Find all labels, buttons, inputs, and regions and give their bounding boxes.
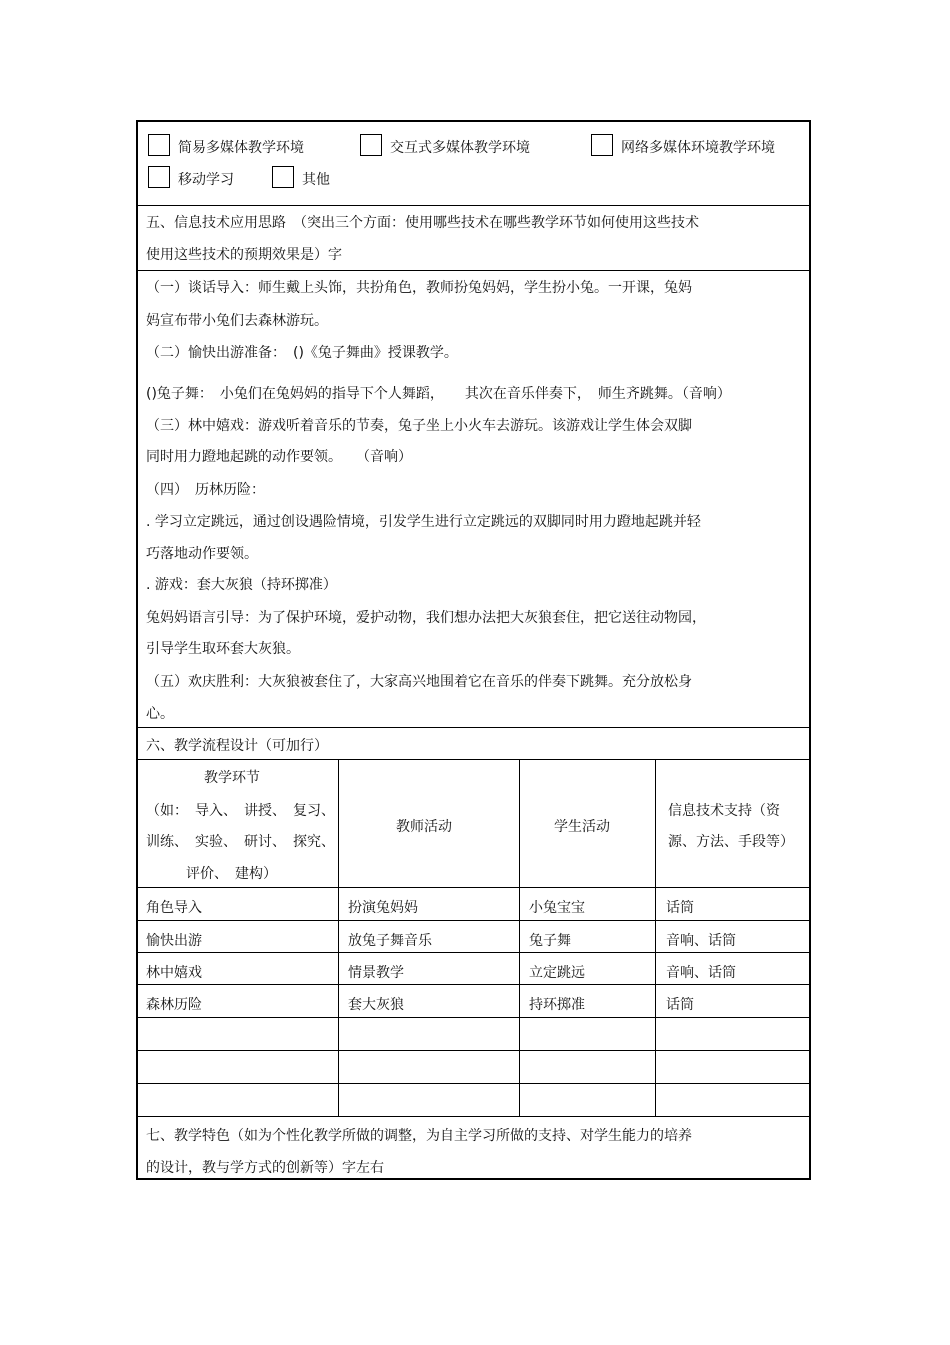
content-line: （三）林中嬉戏：游戏听着音乐的节奏，兔子坐上小火车去游玩。该游戏让学生体会双脚 <box>146 418 692 434</box>
content-line: 同时用力蹬地起跳的动作要领。 （音响） <box>146 449 412 465</box>
content-line: （二）愉快出游准备： ()《兔子舞曲》授课教学。 <box>146 345 458 361</box>
table-cell: 情景教学 <box>348 965 404 981</box>
content-line: . 游戏：套大灰狼（持环掷准） <box>146 577 337 593</box>
content-line: 引导学生取环套大灰狼。 <box>146 641 300 657</box>
row-divider <box>138 270 809 271</box>
section7-title: 七、教学特色（如为个性化教学所做的调整，为自主学习所做的支持、对学生能力的培养 <box>146 1128 692 1144</box>
table-cell: 林中嬉戏 <box>146 965 202 981</box>
table-cell: 音响、话筒 <box>666 965 736 981</box>
table-cell: 扮演兔妈妈 <box>348 900 418 916</box>
env-option-label: 其他 <box>302 172 330 188</box>
table-cell: 愉快出游 <box>146 933 202 949</box>
content-line: （一）谈话导入：师生戴上头饰，共扮角色，教师扮兔妈妈，学生扮小兔。一开课，兔妈 <box>146 280 692 296</box>
env-option-label: 交互式多媒体教学环境 <box>390 140 530 156</box>
table-cell: 套大灰狼 <box>348 997 404 1013</box>
header-teacher-activity: 教师活动 <box>396 819 452 835</box>
table-cell: 话筒 <box>666 900 694 916</box>
content-line: ()兔子舞： 小兔们在兔妈妈的指导下个人舞蹈， 其次在音乐伴奏下， 师生齐跳舞。（音响） <box>146 386 731 402</box>
section5-title: 五、信息技术应用思路 （突出三个方面：使用哪些技术在哪些教学环节如何使用这些技术 <box>146 215 699 231</box>
section7-title: 的设计，教与学方式的创新等）字左右 <box>146 1160 384 1176</box>
checkbox-interactive-multimedia[interactable] <box>360 134 382 156</box>
row-divider <box>138 1050 809 1051</box>
env-option-label: 移动学习 <box>178 172 234 188</box>
content-line: （五）欢庆胜利：大灰狼被套住了，大家高兴地围着它在音乐的伴奏下跳舞。充分放松身 <box>146 674 692 690</box>
row-divider <box>138 1083 809 1084</box>
env-option-label: 简易多媒体教学环境 <box>178 140 304 156</box>
table-cell: 小兔宝宝 <box>529 900 585 916</box>
lesson-plan-table <box>136 120 811 1180</box>
content-line: 兔妈妈语言引导：为了保护环境，爱护动物，我们想办法把大灰狼套住，把它送往动物园， <box>146 610 706 626</box>
table-cell: 立定跳远 <box>529 965 585 981</box>
content-line: 妈宣布带小兔们去森林游玩。 <box>146 313 328 329</box>
header-student-activity: 学生活动 <box>554 819 610 835</box>
table-cell: 放兔子舞音乐 <box>348 933 432 949</box>
row-divider <box>138 205 809 206</box>
content-line: . 学习立定跳远，通过创设遇险情境，引发学生进行立定跳远的双脚同时用力蹬地起跳并轻 <box>146 514 701 530</box>
checkbox-mobile-learning[interactable] <box>148 166 170 188</box>
env-option-label: 网络多媒体环境教学环境 <box>621 140 775 156</box>
section5-title: 使用这些技术的预期效果是）字 <box>146 247 342 263</box>
section6-title: 六、教学流程设计（可加行） <box>146 738 328 754</box>
header-it-support: 信息技术支持（资 <box>668 803 780 819</box>
row-divider <box>138 727 809 728</box>
row-divider <box>138 887 809 888</box>
checkbox-simple-multimedia[interactable] <box>148 134 170 156</box>
checkbox-other[interactable] <box>272 166 294 188</box>
content-line: 心。 <box>146 706 174 722</box>
row-divider <box>138 920 809 921</box>
table-cell: 音响、话筒 <box>666 933 736 949</box>
header-teaching-stage: 训练、 实验、 研讨、 探究、 <box>146 834 335 850</box>
row-divider <box>138 984 809 985</box>
row-divider <box>138 1017 809 1018</box>
row-divider <box>138 952 809 953</box>
row-divider <box>138 759 809 760</box>
header-it-support: 源、方法、手段等） <box>668 834 794 850</box>
header-teaching-stage: 教学环节 <box>204 770 260 786</box>
table-cell: 角色导入 <box>146 900 202 916</box>
table-cell: 兔子舞 <box>529 933 571 949</box>
header-teaching-stage: （如： 导入、 讲授、 复习、 <box>146 803 335 819</box>
table-cell: 持环掷准 <box>529 997 585 1013</box>
content-line: （四） 历林历险： <box>146 482 265 498</box>
column-divider <box>519 759 520 1117</box>
checkbox-network-multimedia[interactable] <box>591 134 613 156</box>
header-teaching-stage: 评价、 建构） <box>186 866 277 882</box>
row-divider <box>138 1116 809 1117</box>
table-cell: 话筒 <box>666 997 694 1013</box>
content-line: 巧落地动作要领。 <box>146 546 258 562</box>
column-divider <box>338 759 339 1117</box>
column-divider <box>655 759 656 1117</box>
table-cell: 森林历险 <box>146 997 202 1013</box>
